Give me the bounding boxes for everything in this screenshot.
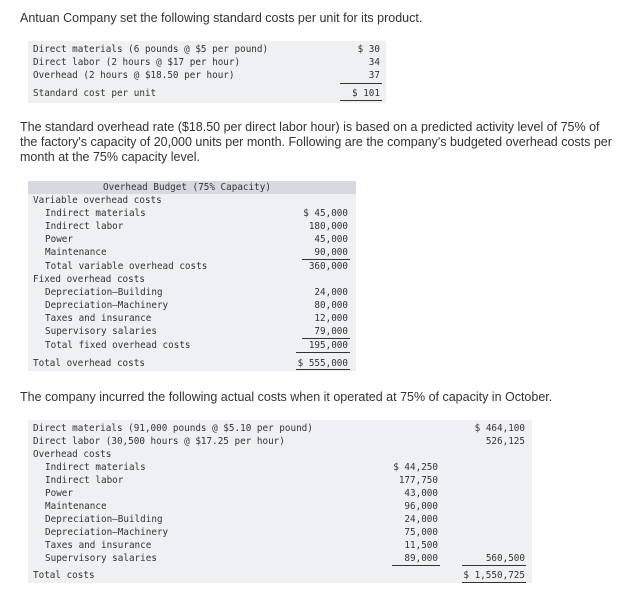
budget-title: Overhead Budget (75% Capacity) [103,182,271,193]
standard-total-double-rule [340,100,382,101]
actual-item-label: Supervisory salaries [45,553,157,564]
actual-item-label: Power [45,488,73,499]
actual-overhead-total: 560,500 [485,553,525,564]
actual-item-amount: $ 44,250 [393,462,438,473]
budget-item-label: Depreciation—Building [45,287,163,298]
standard-total-rule [340,83,382,84]
variable-header: Variable overhead costs [33,195,162,206]
actual-dl-amount: 526,125 [485,436,525,447]
actual-item-amount: 177,750 [398,475,438,486]
budget-item-amount: 79,000 [314,326,348,337]
overhead-rate-paragraph: The standard overhead rate ($18.50 per direct labor hour) is based on a predicted activity level of 75% of the factory's capacity of 20,000 units per month. Following are the company's budgeted overhead costs per month at the 75% capacity level. [20,120,612,164]
standard-row-amount: 37 [368,70,380,81]
budget-item-label: Indirect materials [45,208,146,219]
actual-item-amount: 43,000 [404,488,438,499]
budget-item-label: Supervisory salaries [45,326,157,337]
standard-row-label: Overhead (2 hours @ $18.50 per hour) [33,70,235,81]
fixed-header: Fixed overhead costs [33,274,145,285]
budget-item-amount: 45,000 [314,234,348,245]
standard-row-amount: $ 30 [357,44,380,55]
standard-total-label: Standard cost per unit [33,88,157,99]
actual-dm-label: Direct materials (91,000 pounds @ $5.10 per pound) [33,423,313,434]
budget-item-label: Power [45,234,73,245]
budget-item-label: Maintenance [45,247,107,258]
budget-item-label: Taxes and insurance [45,313,152,324]
budget-item-label: Depreciation—Machinery [45,300,169,311]
budget-item-amount: 24,000 [314,287,348,298]
standard-row-label: Direct labor (2 hours @ $17 per hour) [33,57,241,68]
variable-total-amount: 360,000 [308,261,348,272]
fixed-total-label: Total fixed overhead costs [45,340,191,351]
grand-total-label: Total overhead costs [33,358,145,369]
actual-dm-amount: $ 464,100 [474,423,525,434]
actual-item-amount: 24,000 [404,514,438,525]
fixed-total-amount: 195,000 [308,340,348,351]
grand-total-amount: $ 555,000 [297,358,348,369]
budget-item-amount: 180,000 [308,221,348,232]
standard-total-amount: $ 101 [352,88,380,99]
budget-item-amount: 90,000 [314,247,348,258]
actual-costs-paragraph: The company incurred the following actual costs when it operated at 75% of capacity in October. [20,390,553,404]
budget-item-amount: $ 45,000 [303,208,348,219]
variable-total-label: Total variable overhead costs [45,261,208,272]
actual-item-label: Indirect labor [45,475,124,486]
actual-total-label: Total costs [33,570,95,581]
actual-item-label: Indirect materials [45,462,146,473]
actual-dl-label: Direct labor (30,500 hours @ $17.25 per hour) [33,436,285,447]
budget-item-amount: 80,000 [314,300,348,311]
budget-item-label: Indirect labor [45,221,124,232]
actual-item-label: Depreciation—Building [45,514,163,525]
actual-item-label: Taxes and insurance [45,540,152,551]
actual-item-amount: 96,000 [404,501,438,512]
standard-row-amount: 34 [368,57,380,68]
actual-item-amount: 89,000 [404,553,438,564]
actual-item-label: Depreciation—Machinery [45,527,169,538]
actual-total-amount: $ 1,550,725 [463,570,525,581]
budget-item-amount: 12,000 [314,313,348,324]
standard-row-label: Direct materials (6 pounds @ $5 per pound) [33,44,269,55]
actual-item-amount: 11,500 [404,540,438,551]
intro-text: Antuan Company set the following standard costs per unit for its product. [20,11,423,25]
actual-overhead-header: Overhead costs [33,449,112,460]
actual-item-amount: 75,000 [404,527,438,538]
actual-item-label: Maintenance [45,501,107,512]
